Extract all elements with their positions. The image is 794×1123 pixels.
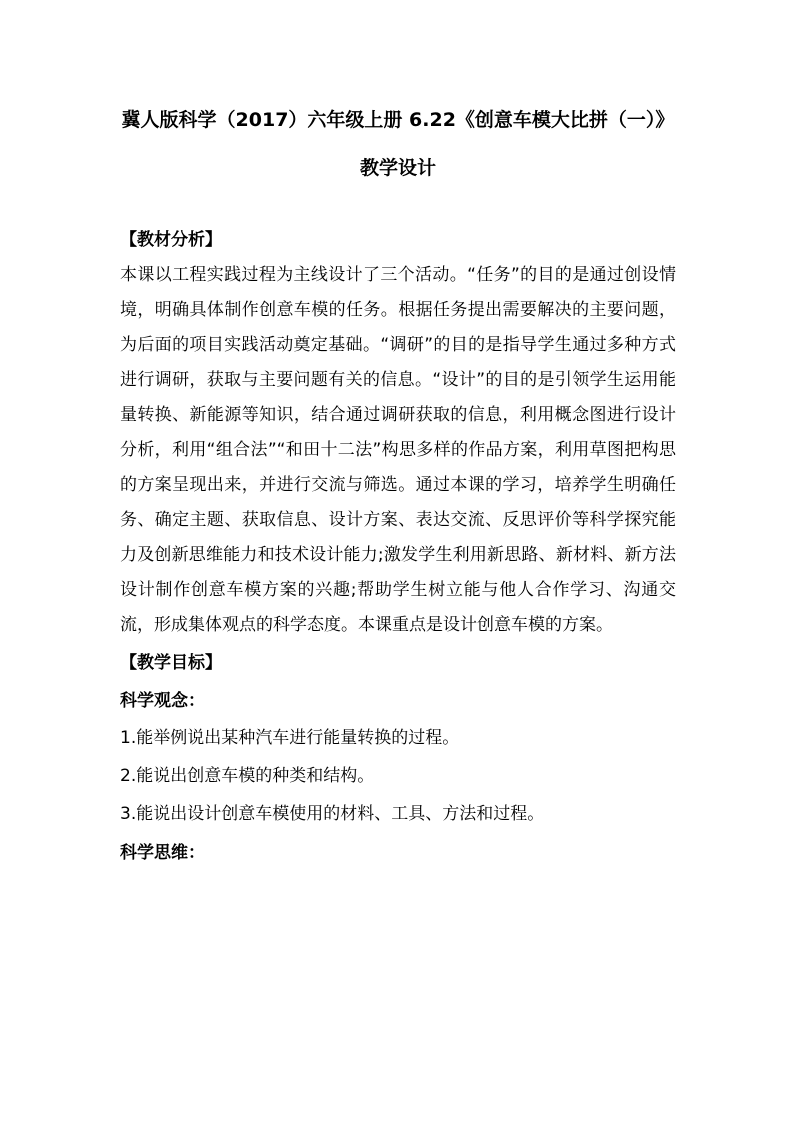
document-page [120,96,676,871]
subheading-science-thinking: 科学思维： [120,843,205,863]
concept-list [120,719,676,833]
list-item: 2.能说出创意车模的种类和结构。 [120,766,375,786]
section-heading-objectives: 【教学目标】 [120,653,222,673]
analysis-paragraph: 本课以工程实践过程为主线设计了三个活动。“任务”的目的是通过创设情境，明确具体制作创意车模的任务。根据任务提出需要解决的主要问题，为后面的项目实践活动奠定基础。“调研”的目的是指导学生通过多种方式进行调研，获取与主要问题有关的信息。“设计”的目的是引领学生运用能量转换、新能源等知识，结合通过调研获取的信息，利用概念图进行设计分析，利用“组合法”“和田十二法”构思多样的作品方案，利用草图把构思的方案呈现出来，并进行交流与筛选。通过本课的学习，培养学生明确任务、确定主题、获取信息、设计方案、表达交流、反思评价等科学探究能力及创新思维能力和技术设计能力;激发学生利用新思路、新材料、新方法设计制作创意车模方案的兴趣;帮助学生树立能与他人合作学习、沟通交流，形成集体观点的科学态度。本课重点是设计创意车模的方案。 [120,265,676,635]
subheading-science-concept: 科学观念： [120,691,205,711]
list-item: 1.能举例说出某种汽车进行能量转换的过程。 [120,728,460,748]
list-item: 3.能说出设计创意车模使用的材料、工具、方法和过程。 [120,804,545,824]
section-heading-analysis: 【教材分析】 [120,230,222,250]
spacer [120,192,676,222]
document-title-line2: 教学设计 [359,157,436,179]
document-title-line1: 冀人版科学（2017）六年级上册 6.22《创意车模大比拼（一）》 [121,109,675,131]
